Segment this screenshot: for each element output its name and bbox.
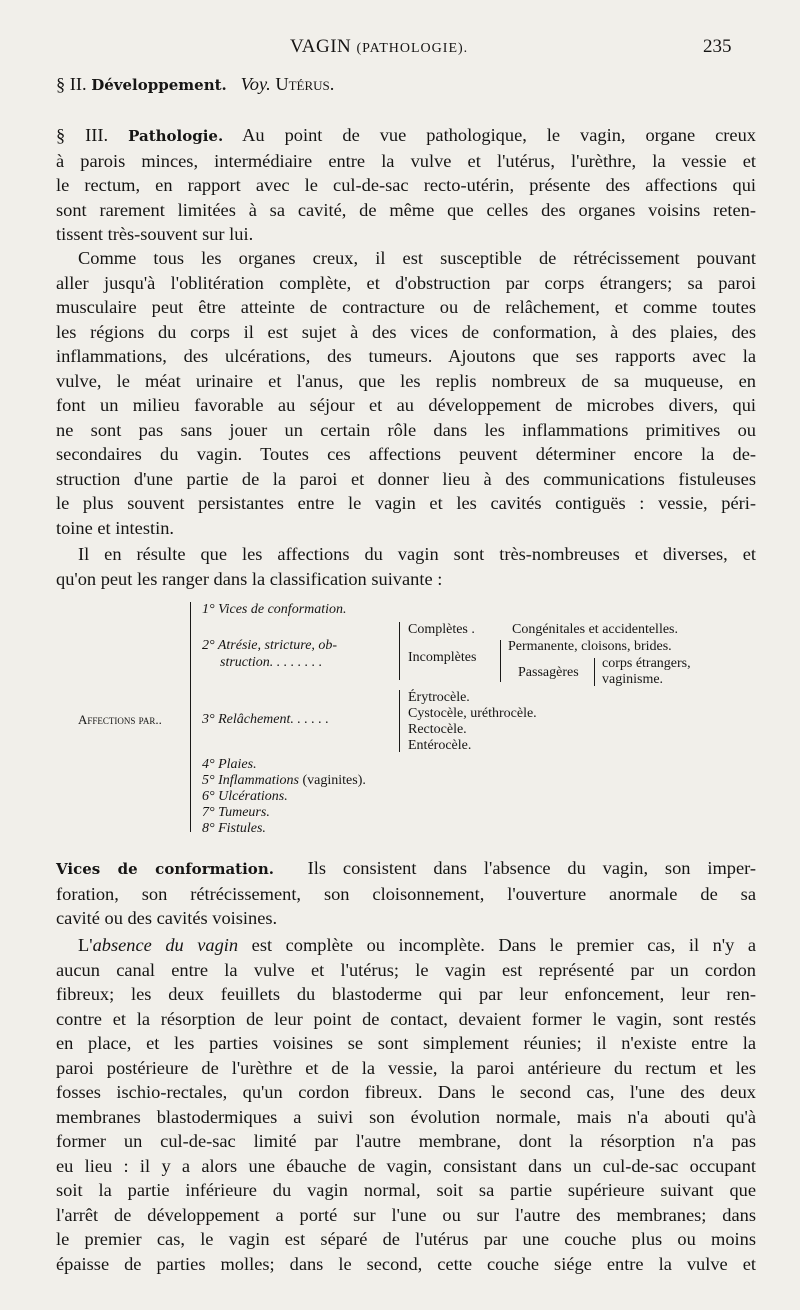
section-3-line: à parois minces, intermédiaire entre la vulve et l'utérus, l'urèthre, la vessie et	[56, 150, 756, 171]
vices-line: cavité ou des cavités voisines.	[56, 908, 278, 928]
paragraph-line: musculaire peut être atteinte de contracture ou de relâchement, et comme toutes	[56, 297, 756, 317]
absence-line: paroi postérieure de l'urèthre et de la vessie, la paroi antérieure du rectum et les	[56, 1057, 756, 1078]
vices-line: Ils consistent dans l'absence du vagin, son imper-	[307, 858, 756, 878]
paragraph-line: font un milieu favorable au séjour et au développement de microbes divers, qui	[56, 395, 756, 415]
classification-table	[56, 600, 756, 840]
absence-line: former un cul-de-sac limité par l'autre membrane, dont la résorption n'a pas	[56, 1131, 756, 1151]
absence-line: contre et la résorption de leur point de contact, devaient former le vagin, sont restés	[56, 1008, 756, 1029]
item-2-cont: struction. . . . . . . .	[220, 655, 323, 670]
main-brace	[190, 602, 191, 832]
absence-paragraph	[56, 933, 756, 1276]
absence-lead-italic: absence du vagin	[92, 935, 239, 955]
section-3-line: sont rarement limitées à sa cavité, de même que celles des organes voisins reten-	[56, 199, 756, 220]
passageres-detail-a: corps étrangers,	[602, 656, 691, 671]
absence-line: le premier cas, le vagin est séparé de l'utérus par une couche plus ou moins	[56, 1229, 756, 1249]
absence-line: aucun canal entre la vulve et l'utérus; le vagin est représenté par un cordon	[56, 959, 756, 980]
paragraph-line: Il en résulte que les affections du vagin sont très-nombreuses et diverses, et	[78, 544, 756, 564]
section-2-heading: Développement.	[91, 76, 227, 94]
item-8: 8° Fistules.	[202, 821, 266, 836]
brace-3	[399, 690, 400, 752]
section-3-line: tissent très-souvent sur lui.	[56, 224, 254, 244]
section-3-line: le rectum, en rapport avec le cul-de-sac recto-utérin, présente des affections qui	[56, 175, 756, 195]
item-3-d: Entérocèle.	[408, 738, 472, 753]
absence-line: en place, et les parties voisines se sont simplement réunies; il n'existe entre la	[56, 1033, 756, 1053]
section-2-mark: § II.	[56, 74, 87, 94]
paragraph-line: le plus souvent persistantes entre le vagin et les cavités contiguës : vessie, péri-	[56, 493, 756, 513]
brace-2	[399, 622, 400, 680]
paragraph-line: vulve, le méat urinaire et l'anus, que les replis nombreux de sa muqueuse, en	[56, 370, 756, 391]
paragraph-3	[56, 542, 756, 591]
paragraph-line: toine et intestin.	[56, 517, 174, 538]
paragraph-line: secondaires du vagin. Toutes ces affections peuvent déterminer encore la de-	[56, 444, 756, 464]
item-5	[202, 773, 366, 789]
running-head-subtitle: (PATHOLOGIE).	[356, 41, 469, 56]
item-4: 4° Plaies.	[202, 757, 257, 772]
absence-line: est complète ou incomplète. Dans le premier cas, il n'y a	[251, 935, 756, 955]
vices-line: foration, son rétrécissement, son cloisonnement, l'ouverture anormale de sa	[56, 883, 756, 904]
item-3-a: Érytrocèle.	[408, 690, 470, 705]
item-3-b: Cystocèle, uréthrocèle.	[408, 706, 537, 721]
page-number: 235	[703, 36, 732, 57]
paragraph-line: ne sont pas sans jouer un certain rôle dans les inflammations primitives ou	[56, 419, 756, 440]
passageres-detail-b: vaginisme.	[602, 672, 664, 687]
item-3-c: Rectocèle.	[408, 722, 467, 737]
running-head-title: VAGIN	[290, 36, 352, 57]
absence-line: eu lieu : il y a alors une ébauche de vagin, consistant dans un cul-de-sac occupant	[56, 1155, 756, 1176]
page-header	[0, 36, 800, 62]
passageres-label: Passagères	[518, 665, 579, 680]
absence-line: l'arrêt de développement a porté sur l'une ou sur l'autre des membranes; dans	[56, 1204, 756, 1225]
item-6: 6° Ulcérations.	[202, 789, 288, 804]
paragraph-2	[56, 246, 756, 540]
absence-line: fosses ischio-rectales, qu'un cordon fibreux. Dans le second cas, l'une des deux	[56, 1082, 756, 1102]
item-3: 3° Relâchement. . . . . .	[202, 712, 329, 727]
paragraph-line: struction d'une partie de la paroi et donner lieu à des communications fistuleuses	[56, 468, 756, 489]
paragraph-line: les régions du corps il est sujet à des vices de conformation, à des plaies, des	[56, 321, 756, 342]
absence-lead: L'	[78, 935, 93, 955]
item-5-label: 5° Inflammations	[202, 773, 299, 788]
incompletes-label: Incomplètes	[408, 650, 477, 665]
section-2-ref: Utérus.	[275, 74, 335, 94]
item-2: 2° Atrésie, stricture, ob-	[202, 638, 338, 653]
vices-heading: Vices de conformation.	[56, 860, 274, 878]
absence-line: fibreux; les deux feuillets du blastoderme qui par leur enfoncement, leur ren-	[56, 984, 756, 1004]
section-2-voy: Voy.	[240, 74, 271, 94]
absence-line: épaisse de parties molles; dans le second, cette couche siége entre la vulve et	[56, 1253, 756, 1274]
running-head	[290, 36, 468, 58]
section-3-line: Au point de vue pathologique, le vagin, organe creux	[242, 125, 756, 145]
item-7: 7° Tumeurs.	[202, 805, 270, 820]
permanente-label: Permanente, cloisons, brides.	[508, 639, 672, 654]
absence-line: soit la partie inférieure du vagin normal, soit sa partie supérieure suivant que	[56, 1180, 756, 1200]
completes-label: Complètes .	[408, 622, 475, 637]
absence-line: membranes blastodermiques a suivi son évolution normale, mais n'a abouti qu'à	[56, 1106, 756, 1127]
section-3	[56, 123, 756, 247]
brace-incompletes	[500, 640, 501, 682]
vices-paragraph	[56, 856, 756, 931]
section-3-heading: Pathologie.	[128, 127, 224, 145]
completes-detail: Congénitales et accidentelles.	[512, 622, 678, 637]
paragraph-line: inflammations, des ulcérations, des tumeurs. Ajoutons que ses rapports avec la	[56, 346, 756, 366]
paragraph-line: Comme tous les organes creux, il est susceptible de rétrécissement pouvant	[78, 248, 756, 268]
section-2	[56, 72, 756, 98]
brace-passageres	[594, 658, 595, 686]
paragraph-line: qu'on peut les ranger dans la classification suivante :	[56, 568, 443, 589]
section-3-mark: § III.	[56, 125, 109, 145]
paragraph-line: aller jusqu'à l'oblitération complète, et d'obstruction par corps étrangers; sa paroi	[56, 272, 756, 293]
item-1: 1° Vices de conformation.	[202, 602, 347, 617]
item-5-paren: (vaginites).	[302, 773, 366, 788]
classification-root: Affections par..	[78, 712, 162, 727]
